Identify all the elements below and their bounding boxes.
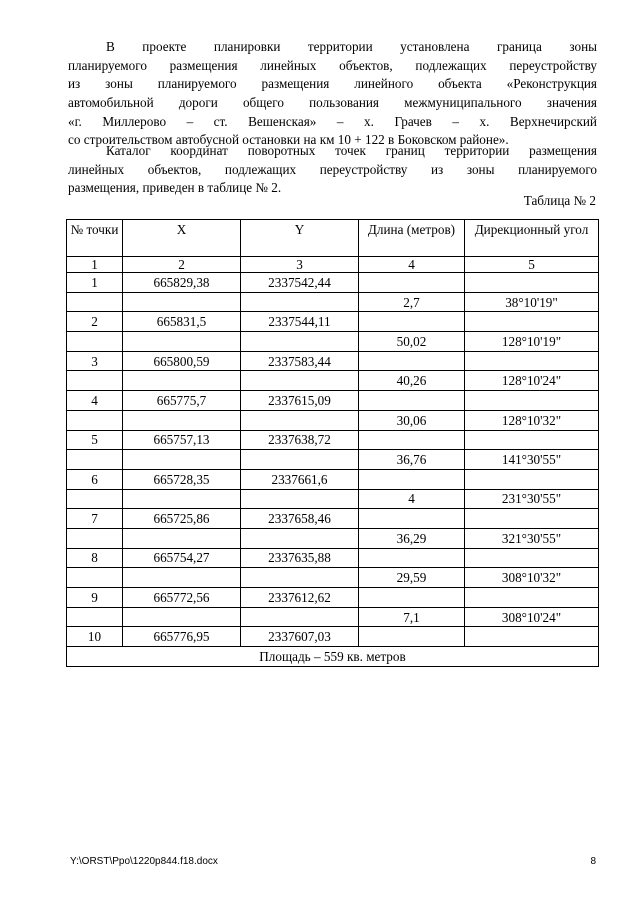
cell-x — [123, 292, 241, 312]
column-number: 5 — [465, 257, 599, 273]
cell-length: 30,06 — [359, 410, 465, 430]
table-row — [67, 450, 599, 470]
cell-angle: 308°10'32" — [465, 568, 599, 588]
table-row — [67, 312, 599, 332]
table-row — [67, 588, 599, 608]
cell-angle — [465, 627, 599, 647]
cell-y — [241, 332, 359, 352]
cell-angle — [465, 273, 599, 293]
cell-y — [241, 528, 359, 548]
cell-length: 7,1 — [359, 607, 465, 627]
cell-point: 8 — [67, 548, 123, 568]
table-row — [67, 292, 599, 312]
cell-x: 665775,7 — [123, 391, 241, 411]
cell-length — [359, 351, 465, 371]
cell-y: 2337607,03 — [241, 627, 359, 647]
cell-angle: 321°30'55" — [465, 528, 599, 548]
paragraph-line: В проекте планировки территории установлена граница зоны — [106, 39, 597, 54]
table-row — [67, 391, 599, 411]
cell-angle — [465, 588, 599, 608]
cell-point — [67, 371, 123, 391]
table-row — [67, 430, 599, 450]
cell-y: 2337658,46 — [241, 509, 359, 529]
cell-point — [67, 489, 123, 509]
paragraph-line: планируемого размещения линейных объектов, подлежащих переустройству — [68, 57, 597, 73]
cell-y — [241, 371, 359, 391]
cell-angle: 128°10'32" — [465, 410, 599, 430]
cell-y — [241, 410, 359, 430]
paragraph-line: «г. Миллерово – ст. Вешенская» – х. Грачев – х. Верхнечирский — [68, 113, 597, 129]
paragraph-line: автомобильной дороги общего пользования межмуниципального значения — [68, 95, 597, 111]
cell-point — [67, 607, 123, 627]
cell-length: 40,26 — [359, 371, 465, 391]
cell-x: 665800,59 — [123, 351, 241, 371]
area-cell: Площадь – 559 кв. метров — [67, 647, 599, 667]
cell-y — [241, 489, 359, 509]
cell-length — [359, 312, 465, 332]
cell-angle: 38°10'19" — [465, 292, 599, 312]
area-row — [67, 647, 599, 667]
cell-x: 665772,56 — [123, 588, 241, 608]
table-row — [67, 489, 599, 509]
cell-length — [359, 469, 465, 489]
cell-angle — [465, 430, 599, 450]
table-caption: Таблица № 2 — [523, 193, 596, 208]
cell-length — [359, 391, 465, 411]
table-row — [67, 568, 599, 588]
cell-angle — [465, 548, 599, 568]
table-row — [67, 410, 599, 430]
cell-length — [359, 509, 465, 529]
cell-angle — [465, 351, 599, 371]
cell-y — [241, 607, 359, 627]
cell-length — [359, 548, 465, 568]
cell-y — [241, 568, 359, 588]
cell-x: 665728,35 — [123, 469, 241, 489]
cell-length: 2,7 — [359, 292, 465, 312]
cell-point: 5 — [67, 430, 123, 450]
column-header-x: X — [123, 220, 241, 257]
cell-length: 36,29 — [359, 528, 465, 548]
cell-point — [67, 410, 123, 430]
cell-angle: 128°10'24" — [465, 371, 599, 391]
cell-angle — [465, 312, 599, 332]
cell-length: 29,59 — [359, 568, 465, 588]
cell-x: 665831,5 — [123, 312, 241, 332]
cell-x: 665757,13 — [123, 430, 241, 450]
table-row — [67, 273, 599, 293]
cell-y: 2337583,44 — [241, 351, 359, 371]
cell-angle — [465, 469, 599, 489]
cell-x — [123, 489, 241, 509]
paragraph-line: линейных объектов, подлежащих переустройству из зоны планируемого — [68, 161, 597, 177]
cell-length — [359, 430, 465, 450]
table-row — [67, 509, 599, 529]
cell-angle: 231°30'55" — [465, 489, 599, 509]
table-row — [67, 607, 599, 627]
cell-point: 9 — [67, 588, 123, 608]
cell-x — [123, 332, 241, 352]
cell-y: 2337615,09 — [241, 391, 359, 411]
catalog-paragraph — [68, 142, 597, 198]
cell-y: 2337661,6 — [241, 469, 359, 489]
column-header-length: Длина (метров) — [359, 220, 465, 257]
cell-point — [67, 450, 123, 470]
column-number: 4 — [359, 257, 465, 273]
footer-page-number: 8 — [590, 856, 596, 867]
cell-length: 50,02 — [359, 332, 465, 352]
cell-x — [123, 371, 241, 391]
column-number: 1 — [67, 257, 123, 273]
footer-file-path: Y:\ORST\Ppo\1220p844.f18.docx — [70, 856, 218, 867]
column-header-angle: Дирекционный угол — [465, 220, 599, 257]
cell-x: 665776,95 — [123, 627, 241, 647]
intro-paragraph — [68, 38, 597, 150]
cell-point: 6 — [67, 469, 123, 489]
cell-length: 36,76 — [359, 450, 465, 470]
cell-x — [123, 410, 241, 430]
column-number: 3 — [241, 257, 359, 273]
table-row — [67, 528, 599, 548]
table-row — [67, 332, 599, 352]
table-body — [67, 257, 599, 647]
cell-point — [67, 528, 123, 548]
cell-length: 4 — [359, 489, 465, 509]
column-header-y: Y — [241, 220, 359, 257]
cell-y: 2337542,44 — [241, 273, 359, 293]
cell-point: 7 — [67, 509, 123, 529]
table-row — [67, 548, 599, 568]
table-row — [67, 469, 599, 489]
cell-y: 2337612,62 — [241, 588, 359, 608]
cell-length — [359, 273, 465, 293]
cell-point: 2 — [67, 312, 123, 332]
cell-point: 3 — [67, 351, 123, 371]
cell-x: 665829,38 — [123, 273, 241, 293]
cell-angle — [465, 391, 599, 411]
cell-point — [67, 332, 123, 352]
cell-x — [123, 450, 241, 470]
cell-y: 2337638,72 — [241, 430, 359, 450]
cell-x — [123, 607, 241, 627]
cell-y: 2337635,88 — [241, 548, 359, 568]
cell-y — [241, 450, 359, 470]
cell-x — [123, 568, 241, 588]
cell-point: 1 — [67, 273, 123, 293]
cell-length — [359, 627, 465, 647]
cell-x: 665754,27 — [123, 548, 241, 568]
table-row — [67, 371, 599, 391]
column-number-row — [67, 257, 599, 273]
cell-x: 665725,86 — [123, 509, 241, 529]
table-row — [67, 351, 599, 371]
cell-angle: 308°10'24" — [465, 607, 599, 627]
table-header-row — [67, 220, 599, 257]
cell-y: 2337544,11 — [241, 312, 359, 332]
column-header-point: № точки — [67, 220, 123, 257]
paragraph-line: из зоны планируемого размещения линейного объекта «Реконструкция — [68, 76, 597, 92]
cell-x — [123, 528, 241, 548]
cell-length — [359, 588, 465, 608]
paragraph-line: Каталог координат поворотных точек границ территории размещения — [106, 143, 597, 158]
cell-point — [67, 292, 123, 312]
coordinates-table — [66, 219, 599, 667]
paragraph-line: размещения, приведен в таблице № 2. — [68, 180, 282, 196]
cell-angle — [465, 509, 599, 529]
cell-angle: 128°10'19" — [465, 332, 599, 352]
column-number: 2 — [123, 257, 241, 273]
cell-point: 4 — [67, 391, 123, 411]
cell-angle: 141°30'55" — [465, 450, 599, 470]
paragraph-line: со строительством автобусной остановки на км 10 + 122 в Боковском районе». — [68, 132, 509, 148]
cell-y — [241, 292, 359, 312]
cell-point — [67, 568, 123, 588]
table-row — [67, 627, 599, 647]
cell-point: 10 — [67, 627, 123, 647]
